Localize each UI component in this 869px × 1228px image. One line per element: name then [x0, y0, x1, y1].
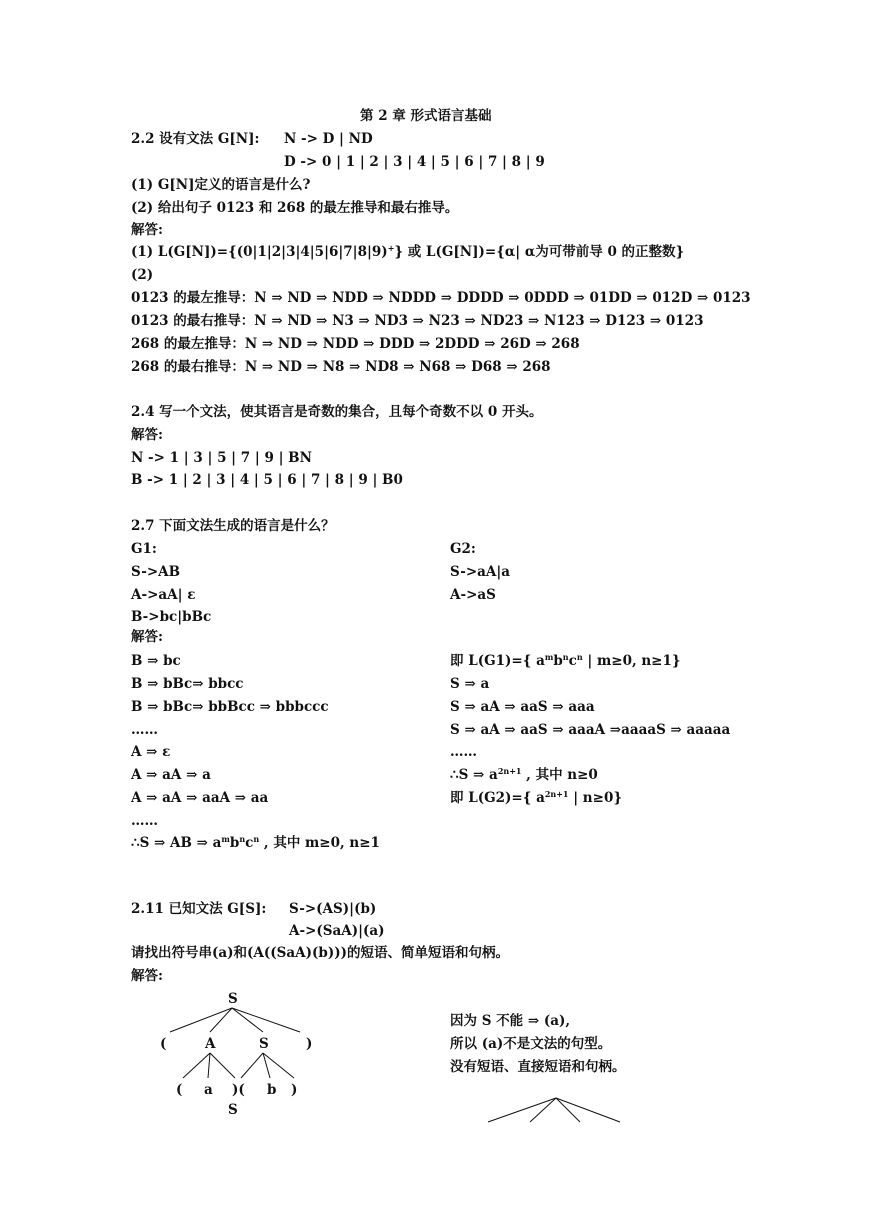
tree-edge — [241, 1053, 263, 1078]
tree-leaf: )( — [232, 1082, 245, 1098]
tree-edge — [170, 1008, 232, 1032]
tree-node: A — [205, 1036, 216, 1052]
ellipsis: …… — [131, 813, 158, 829]
ellipsis: …… — [450, 744, 477, 760]
sub-question: (1) G[N]定义的语言是什么? — [131, 177, 311, 193]
question-2-11-heading: 2.11 已知文法 G[S]: — [131, 901, 267, 917]
grammar-rule: A->(SaA)|(a) — [289, 923, 385, 939]
tree-edge — [556, 1098, 580, 1122]
tree-edge — [232, 1008, 300, 1032]
tree-leaf: b — [267, 1082, 277, 1098]
tree-edge — [208, 1053, 210, 1078]
tree-node-root: S — [228, 991, 238, 1007]
language-definition: 即 L(G1)={ $a^mb^nc^n$ | m≥0, n≥1} — [450, 652, 681, 669]
question-2-2-heading: 2.2 设有文法 G[N]: — [131, 131, 260, 147]
grammar-label: G2: — [450, 541, 476, 557]
answer-label: 解答: — [131, 968, 163, 984]
answer-line: (1) L(G[N])={(0|1|2|3|4|5|6|7|8|9)+} 或 L(G[N])={α| α为可带前导 0 的正整数} — [131, 243, 685, 260]
grammar-rule: S->(AS)|(b) — [289, 901, 377, 917]
tree-leaf: ( — [176, 1082, 183, 1098]
derivation-line: A ⇒ aA ⇒ a — [131, 767, 211, 783]
answer-label: 解答: — [131, 427, 163, 443]
tree-node: S — [228, 1102, 238, 1118]
note-line: 因为 S 不能 ⇒ (a), — [450, 1013, 571, 1029]
grammar-rule: N -> D | ND — [284, 131, 373, 147]
derivation-line: S ⇒ aA ⇒ aaS ⇒ aaa — [450, 699, 595, 715]
tree-edge — [183, 1053, 210, 1078]
page-title: 第 2 章 形式语言基础 — [360, 108, 492, 124]
grammar-rule: D -> 0 | 1 | 2 | 3 | 4 | 5 | 6 | 7 | 8 | 9 — [284, 154, 545, 170]
grammar-label: G1: — [131, 541, 157, 557]
answer-label: 解答: — [131, 222, 163, 238]
tree-edge — [556, 1098, 620, 1122]
grammar-rule: B->bc|bBc — [131, 609, 212, 625]
derivation-line: 268 的最左推导：N ⇒ ND ⇒ NDD ⇒ DDD ⇒ 2DDD ⇒ 26D ⇒ 268 — [131, 336, 580, 352]
derivation-line: B ⇒ bBc⇒ bbBcc ⇒ bbbccc — [131, 699, 329, 715]
grammar-rule: S->aA|a — [450, 564, 511, 580]
grammar-rule: N -> 1 | 3 | 5 | 7 | 9 | BN — [131, 450, 312, 466]
derivation-line: A ⇒ ε — [131, 744, 171, 760]
answer-line: (2) — [131, 267, 154, 283]
derivation-line: 268 的最右推导：N ⇒ ND ⇒ N8 ⇒ ND8 ⇒ N68 ⇒ D68 ⇒ 268 — [131, 359, 551, 375]
derivation-line: 0123 的最左推导：N ⇒ ND ⇒ NDD ⇒ NDDD ⇒ DDDD ⇒ 0DDD ⇒ 01DD ⇒ 012D ⇒ 0123 — [131, 290, 751, 306]
tree-leaf: ) — [291, 1082, 298, 1098]
note-line: 没有短语、直接短语和句柄。 — [450, 1059, 626, 1075]
derivation-line: B ⇒ bc — [131, 653, 181, 669]
tree-node: ) — [306, 1036, 313, 1052]
ellipsis: …… — [131, 722, 158, 738]
tree-edge — [488, 1098, 556, 1122]
answer-label: 解答: — [131, 629, 163, 645]
tree-leaf: a — [204, 1082, 213, 1098]
tree-node: S — [259, 1036, 269, 1052]
question-2-4-heading: 2.4 写一个文法，使其语言是奇数的集合，且每个奇数不以 0 开头。 — [131, 404, 543, 420]
tree-edge — [530, 1098, 556, 1122]
tree-node: ( — [160, 1036, 167, 1052]
tree-edge — [210, 1053, 235, 1078]
conclusion-line: ∴S ⇒ $a^{2n+1}$ , 其中 n≥0 — [450, 766, 598, 783]
sub-question: 请找出符号串(a)和(A((SaA)(b)))的短语、简单短语和句柄。 — [131, 945, 510, 961]
sub-question: (2) 给出句子 0123 和 268 的最左推导和最右推导。 — [131, 200, 459, 216]
tree-edge — [210, 1008, 232, 1032]
tree-edge — [232, 1008, 263, 1032]
grammar-rule: A->aA| ε — [131, 587, 196, 603]
conclusion-line: ∴S ⇒ AB ⇒ $a^mb^nc^n$ , 其中 m≥0, n≥1 — [131, 834, 380, 851]
question-2-7-heading: 2.7 下面文法生成的语言是什么？ — [131, 518, 335, 534]
derivation-line: A ⇒ aA ⇒ aaA ⇒ aa — [131, 790, 269, 806]
derivation-line: S ⇒ aA ⇒ aaS ⇒ aaaA ⇒aaaaS ⇒ aaaaa — [450, 722, 731, 738]
tree-edge — [263, 1053, 294, 1078]
language-definition: 即 L(G2)={ $a^{2n+1}$ | n≥0} — [450, 789, 623, 806]
grammar-rule: B -> 1 | 2 | 3 | 4 | 5 | 6 | 7 | 8 | 9 | B0 — [131, 472, 403, 488]
note-line: 所以 (a)不是文法的句型。 — [450, 1036, 612, 1052]
derivation-line: S ⇒ a — [450, 676, 490, 692]
tree-edge — [263, 1053, 270, 1078]
grammar-rule: S->AB — [131, 564, 181, 580]
grammar-rule: A->aS — [450, 587, 496, 603]
derivation-line: 0123 的最右推导：N ⇒ ND ⇒ N3 ⇒ ND3 ⇒ N23 ⇒ ND23 ⇒ N123 ⇒ D123 ⇒ 0123 — [131, 313, 704, 329]
derivation-line: B ⇒ bBc⇒ bbcc — [131, 676, 244, 692]
